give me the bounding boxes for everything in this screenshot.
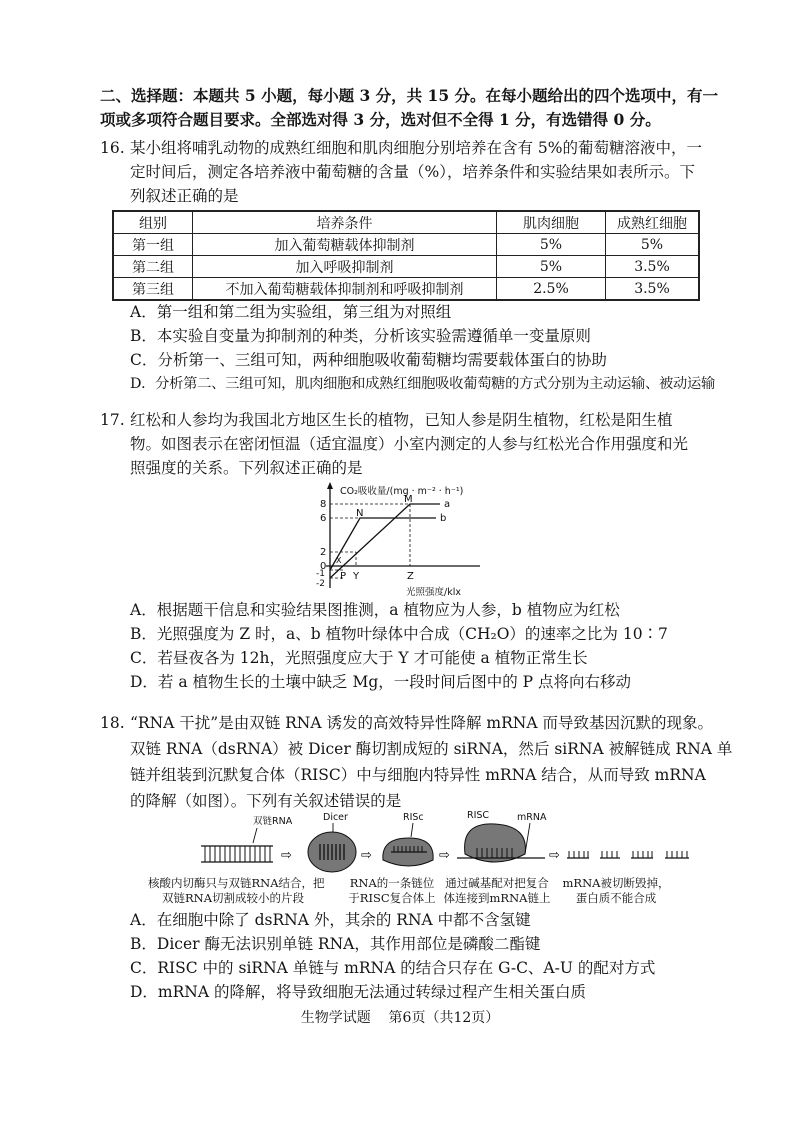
table-cell: 第三组 xyxy=(113,278,193,301)
caption-line: 核酸内切酶只与双链RNA结合，把 xyxy=(148,876,325,890)
q17-option-d: D．若 a 植物生长的土壤中缺乏 Mg，一段时间后图中的 P 点将向右移动 xyxy=(130,673,632,691)
q17-option-c: C．若昼夜各为 12h，光照强度应大于 Y 才可能使 a 植物正常生长 xyxy=(130,649,588,667)
q16-option-b: B．本实验自变量为抑制剂的种类，分析该实验需遵循单一变量原则 xyxy=(130,327,591,345)
y-tick-label: 8 xyxy=(320,499,327,510)
table-row xyxy=(113,234,699,256)
q16-option-a: A．第一组和第二组为实验组，第三组为对照组 xyxy=(130,303,452,321)
table-header-cell: 组别 xyxy=(113,211,193,234)
series-b-line xyxy=(330,518,436,570)
y-axis-arrow-icon xyxy=(327,482,333,489)
y-tick-label: -1 xyxy=(316,569,325,579)
x-tick-label: P xyxy=(340,571,347,582)
y-tick-label: 2 xyxy=(320,547,327,558)
caption-line: 于RISC复合体上 xyxy=(348,891,436,905)
q17-stem-line-3: 照强度的关系。下列叙述正确的是 xyxy=(130,459,363,477)
table-cell: 第一组 xyxy=(113,234,193,256)
table-cell: 2.5% xyxy=(497,278,606,301)
section-heading-line-1: 二、选择题：本题共 5 小题，每小题 3 分，共 15 分。在每小题给出的四个选项中，有一 xyxy=(100,86,719,105)
table-row xyxy=(113,278,699,301)
label-risc-2: RISC xyxy=(467,810,490,821)
q17-stem-line-1: 红松和人参均为我国北方地区生长的植物，已知人参是阴生植物，红松是阳生植 xyxy=(130,411,673,429)
page-footer: 生物学试题 第6页（共12页） xyxy=(300,1010,500,1026)
table-header-row xyxy=(113,211,699,234)
label-dsrna: 双链RNA xyxy=(253,816,293,827)
arrow-icon: ⇨ xyxy=(281,848,292,863)
table-header-cell: 肌肉细胞 xyxy=(497,211,606,234)
section-heading-line-2: 项或多项符合题目要求。全部选对得 3 分，选对但不全得 1 分，有选错得 0 分。 xyxy=(100,110,661,129)
q16-option-d: D．分析第二、三组可知，肌肉细胞和成熟红细胞吸收葡萄糖的方式分别为主动运输、被动运输 xyxy=(130,376,716,392)
x-axis-label: 光照强度/klx xyxy=(406,587,461,596)
q18-stem-line-3: 链并组装到沉默复合体（RISC）中与细胞内特异性 mRNA 结合，从而导致 mRNA xyxy=(130,766,706,784)
q16-stem-line-2: 定时间后，测定各培养液中葡萄糖的含量（%），培养条件和实验结果如表所示。下 xyxy=(130,163,695,181)
q17-photosynthesis-figure xyxy=(290,478,510,596)
table-cell: 5% xyxy=(497,256,606,278)
arrow-icon: ⇨ xyxy=(439,848,450,863)
caption-step-2 xyxy=(344,876,440,906)
q16-number: 16. xyxy=(100,139,125,157)
label-dicer: Dicer xyxy=(323,812,348,823)
caption-line: 双链RNA切割成较小的片段 xyxy=(161,891,305,905)
q17-option-b: B．光照强度为 Z 时，a、b 植物叶绿体中合成（CH₂O）的速率之比为 10∶7 xyxy=(130,625,668,643)
caption-step-3 xyxy=(438,876,556,906)
y-tick-label: -2 xyxy=(316,579,325,589)
table-cell: 5% xyxy=(497,234,606,256)
q17-stem-line-2: 物。如图表示在密闭恒温（适宜温度）小室内测定的人参与红松光合作用强度和光 xyxy=(130,435,689,453)
table-cell: 第二组 xyxy=(113,256,193,278)
caption-line: 蛋白质不能合成 xyxy=(575,891,657,905)
caption-line: RNA的一条链位 xyxy=(349,876,435,890)
q18-stem-line-2: 双链 RNA（dsRNA）被 Dicer 酶切割成短的 siRNA，然后 siRNA 被解链成 RNA 单 xyxy=(130,740,733,758)
arrow-icon: ⇨ xyxy=(549,848,560,863)
mrna-fragments xyxy=(567,851,689,858)
q18-option-c: C．RISC 中的 siRNA 单链与 mRNA 的结合只存在 G-C、A-U 的配对方式 xyxy=(130,959,656,977)
q16-stem-line-3: 列叙述正确的是 xyxy=(130,187,239,205)
q16-table xyxy=(112,210,700,301)
q16-stem-line-1: 某小组将哺乳动物的成熟红细胞和肌肉细胞分别培养在含有 5%的葡萄糖溶液中，一 xyxy=(130,139,703,157)
table-cell: 加入葡萄糖载体抑制剂 xyxy=(193,234,497,256)
label-risc-1: RISc xyxy=(403,812,424,823)
risc-mrna-complex xyxy=(465,824,526,862)
table-cell: 5% xyxy=(606,234,700,256)
q17-number: 17. xyxy=(100,411,125,429)
table-header-cell: 成熟红细胞 xyxy=(606,211,700,234)
q18-stem-line-1: “RNA 干扰”是由双链 RNA 诱发的高效特异性降解 mRNA 而导致基因沉默的现象。 xyxy=(130,714,713,732)
q18-option-b: B．Dicer 酶无法识别单链 RNA，其作用部位是磷酸二酯键 xyxy=(130,935,541,953)
q18-number: 18. xyxy=(100,714,125,732)
y-tick-label: 6 xyxy=(320,513,327,524)
table-cell: 不加入葡萄糖载体抑制剂和呼吸抑制剂 xyxy=(193,278,497,301)
point-label-n: N xyxy=(356,508,364,519)
series-label-a: a xyxy=(444,499,451,510)
point-label-m: M xyxy=(404,494,413,505)
x-tick-label: Z xyxy=(407,571,414,582)
caption-step-1 xyxy=(148,876,325,906)
rna-interference-diagram xyxy=(195,808,705,876)
caption-step-4 xyxy=(560,876,672,906)
y-tick-label: 0 xyxy=(320,561,327,572)
y-axis-label: CO₂吸收量/(mg · m⁻² · h⁻¹) xyxy=(340,486,464,497)
point-label-x: X xyxy=(336,556,342,565)
dsrna-ladder xyxy=(201,846,273,862)
caption-line: 通过碱基配对把复合 xyxy=(445,876,549,890)
series-label-b: b xyxy=(440,513,447,524)
table-cell: 3.5% xyxy=(606,278,700,301)
q17-option-a: A．根据题干信息和实验结果图推测，a 植物应为人参，b 植物应为红松 xyxy=(130,601,620,619)
q18-stem-line-4: 的降解（如图）。下列有关叙述错误的是 xyxy=(130,792,402,810)
label-mrna: mRNA xyxy=(517,812,547,823)
table-header-cell: 培养条件 xyxy=(193,211,497,234)
q16-option-c: C．分析第一、三组可知，两种细胞吸收葡萄糖均需要载体蛋白的协助 xyxy=(130,351,607,369)
table-cell: 加入呼吸抑制剂 xyxy=(193,256,497,278)
arrow-icon: ⇨ xyxy=(361,848,372,863)
caption-line: 体连接到mRNA链上 xyxy=(443,891,551,905)
table-row xyxy=(113,256,699,278)
table-cell: 3.5% xyxy=(606,256,700,278)
caption-line: mRNA被切断毁掉， xyxy=(562,876,670,890)
q18-option-a: A．在细胞中除了 dsRNA 外，其余的 RNA 中都不含氢键 xyxy=(130,911,531,929)
x-tick-label: Y xyxy=(353,571,360,582)
q18-option-d: D．mRNA 的降解，将导致细胞无法通过转绿过程产生相关蛋白质 xyxy=(130,983,586,1001)
